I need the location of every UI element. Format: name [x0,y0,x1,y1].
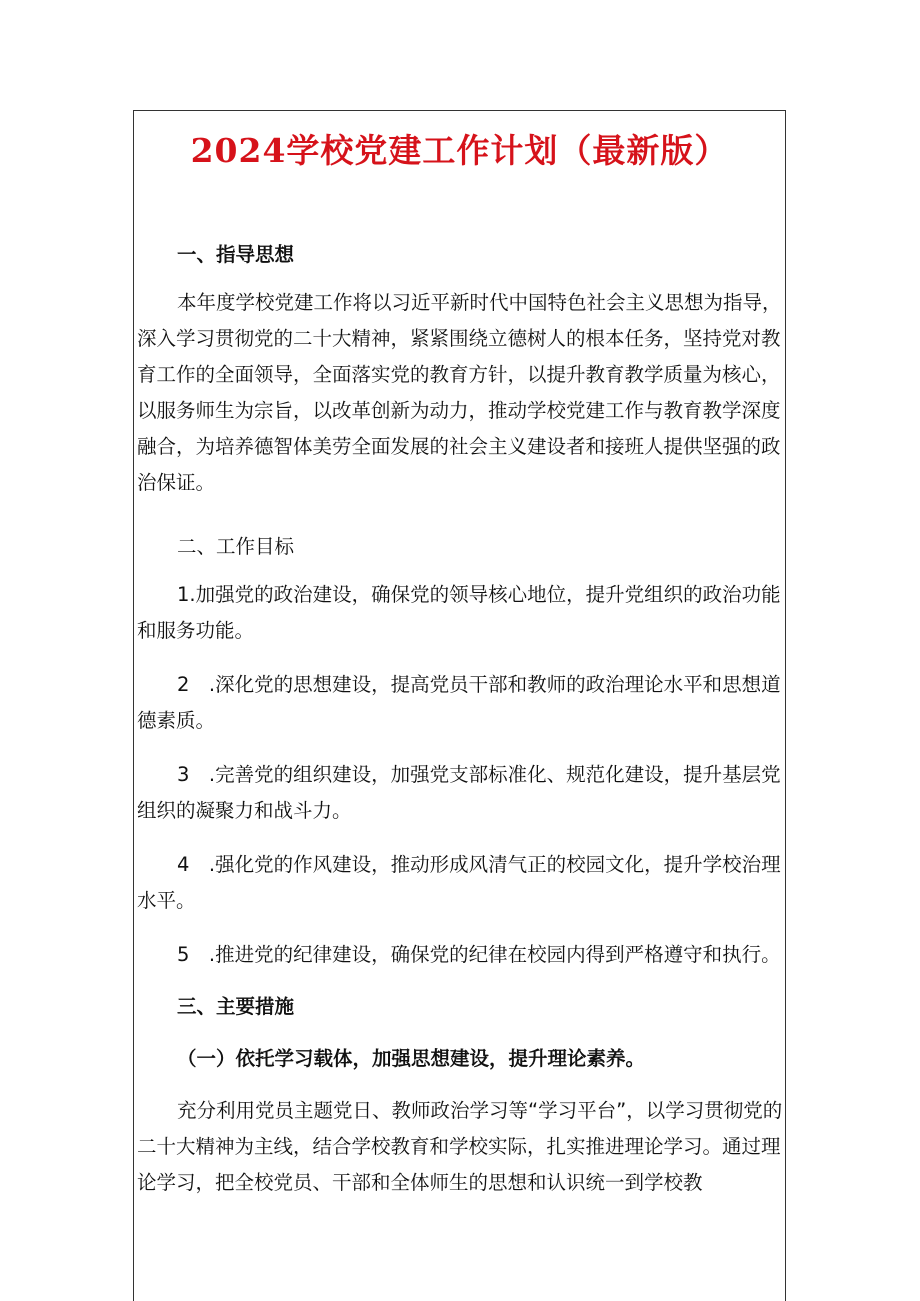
work-goal-item-1: 1.加强党的政治建设，确保党的领导核心地位，提升党组织的政治功能和服务功能。 [137,583,781,642]
section-heading-work-goals: 二、工作目标 [177,535,295,558]
work-goal-item-3: 3 .完善党的组织建设，加强党支部标准化、规范化建设，提升基层党组织的凝聚力和战斗力。 [137,763,781,822]
work-goal-item-2: 2 .深化党的思想建设，提高党员干部和教师的政治理论水平和思想道德素质。 [137,673,781,732]
section-heading-main-measures: 三、主要措施 [177,995,295,1018]
section-heading-guiding-ideology: 一、指导思想 [177,243,295,266]
work-goal-item-5: 5 .推进党的纪律建设，确保党的纪律在校园内得到严格遵守和执行。 [177,943,781,966]
guiding-ideology-paragraph: 本年度学校党建工作将以习近平新时代中国特色社会主义思想为指导，深入学习贯彻党的二十大精神，紧紧围绕立德树人的根本任务，坚持党对教育工作的全面领导，全面落实党的教育方针，以提升教育教学质量为核心，以服务师生为宗旨，以改革创新为动力，推动学校党建工作与教育教学深度融合，为培养德智体美劳全面发展的社会主义建设者和接班人提供坚强的政治保证。 [137,291,782,494]
work-goal-item-4: 4 .强化党的作风建设，推动形成风清气正的校园文化，提升学校治理水平。 [137,853,781,912]
measure-subheading-1: （一）依托学习载体，加强思想建设，提升理论素养。 [177,1047,646,1070]
measure-1-paragraph: 充分利用党员主题党日、教师政治学习等“学习平台”，以学习贯彻党的二十大精神为主线，结合学校教育和学校实际，扎实推进理论学习。通过理论学习，把全校党员、干部和全体师生的思想和认识统一到学校教 [137,1099,783,1194]
document-title: 2024学校党建工作计划（最新版） [190,131,729,170]
document-frame [133,110,786,1301]
